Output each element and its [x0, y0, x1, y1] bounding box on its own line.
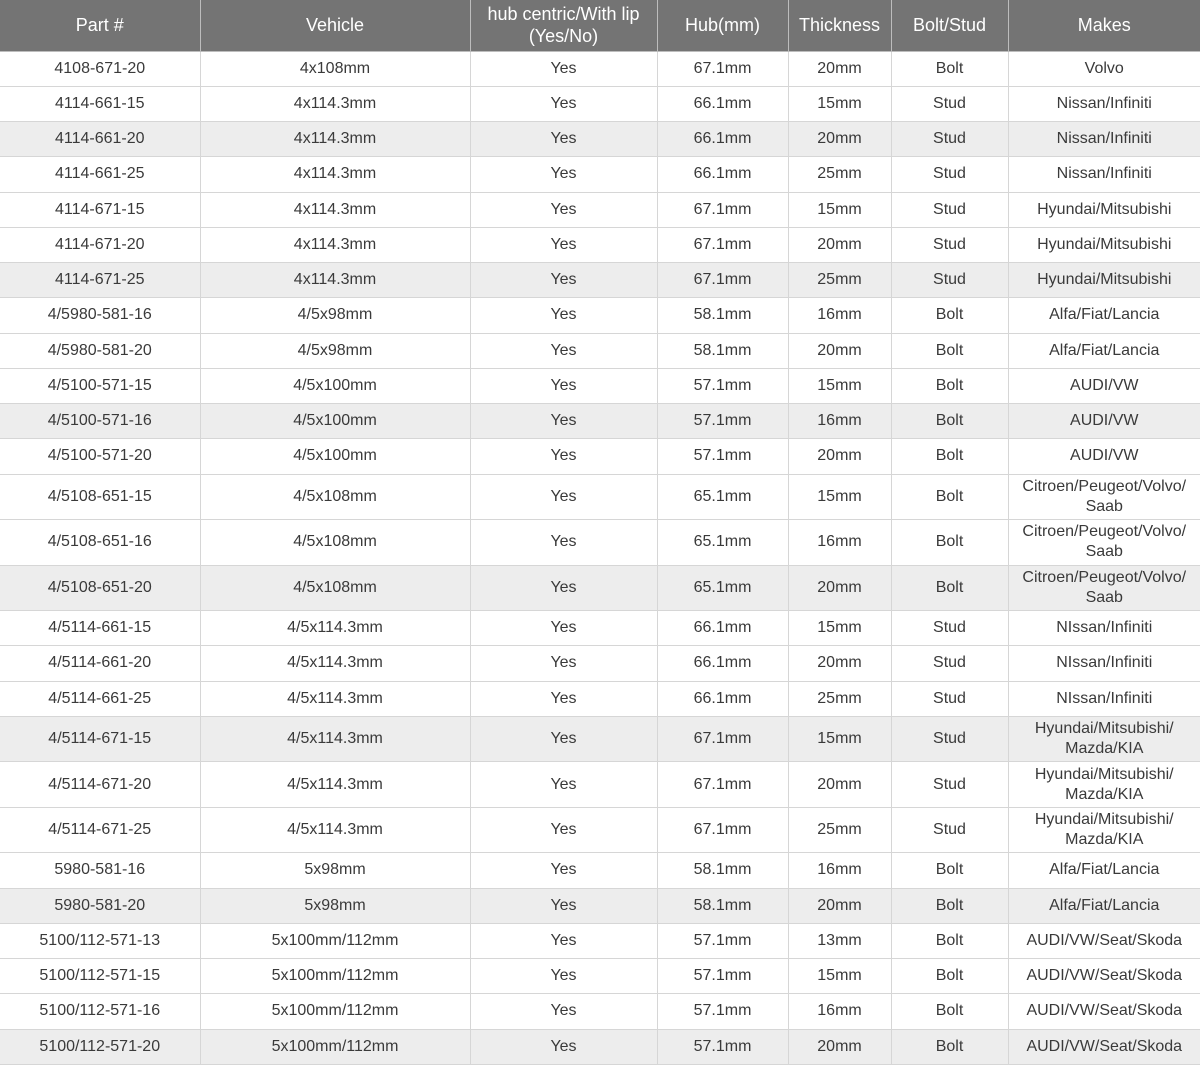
part-number-cell: 5100/112-571-20	[0, 1029, 200, 1064]
hub-centric-cell: Yes	[470, 263, 657, 298]
table-row	[0, 404, 1200, 439]
table-row	[0, 565, 1200, 611]
table-row	[0, 681, 1200, 716]
hub-centric-cell: Yes	[470, 994, 657, 1029]
thickness-cell: 15mm	[788, 368, 891, 403]
hub-centric-cell: Yes	[470, 157, 657, 192]
bolt-stud-cell: Bolt	[891, 368, 1008, 403]
table-row	[0, 192, 1200, 227]
thickness-cell: 25mm	[788, 807, 891, 853]
thickness-cell: 25mm	[788, 263, 891, 298]
bolt-stud-cell: Bolt	[891, 520, 1008, 566]
thickness-cell: 20mm	[788, 439, 891, 474]
hub-centric-cell: Yes	[470, 888, 657, 923]
vehicle-cell: 4x114.3mm	[200, 227, 470, 262]
table-row	[0, 716, 1200, 762]
part-number-cell: 4/5980-581-20	[0, 333, 200, 368]
hub-mm-cell: 58.1mm	[657, 298, 788, 333]
thickness-cell: 15mm	[788, 474, 891, 520]
hub-mm-cell: 67.1mm	[657, 807, 788, 853]
table-row	[0, 959, 1200, 994]
table-row	[0, 994, 1200, 1029]
part-number-cell: 4/5100-571-16	[0, 404, 200, 439]
vehicle-cell: 4/5x100mm	[200, 368, 470, 403]
makes-cell: AUDI/VW/Seat/Skoda	[1008, 994, 1200, 1029]
thickness-cell: 13mm	[788, 923, 891, 958]
vehicle-cell: 4/5x114.3mm	[200, 716, 470, 762]
makes-cell: NIssan/Infiniti	[1008, 681, 1200, 716]
hub-centric-cell: Yes	[470, 716, 657, 762]
hub-centric-cell: Yes	[470, 368, 657, 403]
makes-cell: Citroen/Peugeot/Volvo/ Saab	[1008, 565, 1200, 611]
hub-mm-cell: 57.1mm	[657, 404, 788, 439]
hub-centric-cell: Yes	[470, 681, 657, 716]
hub-mm-cell: 58.1mm	[657, 333, 788, 368]
hub-mm-cell: 66.1mm	[657, 646, 788, 681]
header-makes: Makes	[1008, 0, 1200, 51]
hub-mm-cell: 57.1mm	[657, 994, 788, 1029]
hub-centric-cell: Yes	[470, 959, 657, 994]
bolt-stud-cell: Stud	[891, 192, 1008, 227]
vehicle-cell: 4/5x100mm	[200, 439, 470, 474]
part-number-cell: 5980-581-20	[0, 888, 200, 923]
makes-cell: AUDI/VW	[1008, 439, 1200, 474]
bolt-stud-cell: Stud	[891, 681, 1008, 716]
hub-centric-cell: Yes	[470, 333, 657, 368]
vehicle-cell: 4/5x108mm	[200, 520, 470, 566]
table-row	[0, 368, 1200, 403]
hub-mm-cell: 58.1mm	[657, 853, 788, 888]
bolt-stud-cell: Bolt	[891, 51, 1008, 86]
table-row	[0, 807, 1200, 853]
hub-mm-cell: 66.1mm	[657, 86, 788, 121]
makes-cell: AUDI/VW	[1008, 404, 1200, 439]
vehicle-cell: 4x114.3mm	[200, 157, 470, 192]
bolt-stud-cell: Bolt	[891, 888, 1008, 923]
hub-centric-cell: Yes	[470, 298, 657, 333]
bolt-stud-cell: Bolt	[891, 1029, 1008, 1064]
bolt-stud-cell: Bolt	[891, 959, 1008, 994]
hub-centric-cell: Yes	[470, 565, 657, 611]
hub-mm-cell: 57.1mm	[657, 439, 788, 474]
bolt-stud-cell: Stud	[891, 646, 1008, 681]
hub-centric-cell: Yes	[470, 611, 657, 646]
vehicle-cell: 4x108mm	[200, 51, 470, 86]
part-number-cell: 4/5114-671-20	[0, 762, 200, 808]
makes-cell: Hyundai/Mitsubishi	[1008, 263, 1200, 298]
table-row	[0, 762, 1200, 808]
makes-cell: Nissan/Infiniti	[1008, 157, 1200, 192]
part-number-cell: 4/5114-661-25	[0, 681, 200, 716]
hub-centric-cell: Yes	[470, 122, 657, 157]
hub-centric-cell: Yes	[470, 520, 657, 566]
thickness-cell: 16mm	[788, 853, 891, 888]
hub-mm-cell: 67.1mm	[657, 263, 788, 298]
hub-mm-cell: 57.1mm	[657, 1029, 788, 1064]
part-number-cell: 4114-671-20	[0, 227, 200, 262]
makes-cell: AUDI/VW/Seat/Skoda	[1008, 923, 1200, 958]
makes-cell: Nissan/Infiniti	[1008, 86, 1200, 121]
bolt-stud-cell: Stud	[891, 157, 1008, 192]
vehicle-cell: 4x114.3mm	[200, 263, 470, 298]
header-bolt-stud: Bolt/Stud	[891, 0, 1008, 51]
makes-cell: NIssan/Infiniti	[1008, 646, 1200, 681]
part-number-cell: 4/5114-661-15	[0, 611, 200, 646]
table-row	[0, 263, 1200, 298]
table-row	[0, 227, 1200, 262]
thickness-cell: 16mm	[788, 298, 891, 333]
vehicle-cell: 4x114.3mm	[200, 86, 470, 121]
hub-centric-cell: Yes	[470, 86, 657, 121]
vehicle-cell: 4x114.3mm	[200, 192, 470, 227]
hub-mm-cell: 57.1mm	[657, 959, 788, 994]
makes-cell: Hyundai/Mitsubishi/ Mazda/KIA	[1008, 762, 1200, 808]
hub-centric-cell: Yes	[470, 439, 657, 474]
thickness-cell: 20mm	[788, 565, 891, 611]
makes-cell: Hyundai/Mitsubishi/ Mazda/KIA	[1008, 716, 1200, 762]
bolt-stud-cell: Stud	[891, 227, 1008, 262]
bolt-stud-cell: Bolt	[891, 923, 1008, 958]
table-row	[0, 888, 1200, 923]
hub-mm-cell: 65.1mm	[657, 474, 788, 520]
vehicle-cell: 5x98mm	[200, 853, 470, 888]
bolt-stud-cell: Bolt	[891, 474, 1008, 520]
table-row	[0, 1029, 1200, 1064]
makes-cell: AUDI/VW/Seat/Skoda	[1008, 1029, 1200, 1064]
hub-mm-cell: 65.1mm	[657, 565, 788, 611]
makes-cell: Alfa/Fiat/Lancia	[1008, 853, 1200, 888]
part-number-cell: 5100/112-571-16	[0, 994, 200, 1029]
bolt-stud-cell: Stud	[891, 263, 1008, 298]
bolt-stud-cell: Bolt	[891, 994, 1008, 1029]
makes-cell: Alfa/Fiat/Lancia	[1008, 333, 1200, 368]
hub-mm-cell: 57.1mm	[657, 368, 788, 403]
hub-mm-cell: 58.1mm	[657, 888, 788, 923]
thickness-cell: 15mm	[788, 192, 891, 227]
thickness-cell: 20mm	[788, 888, 891, 923]
vehicle-cell: 4/5x108mm	[200, 565, 470, 611]
table-row	[0, 333, 1200, 368]
bolt-stud-cell: Stud	[891, 86, 1008, 121]
hub-centric-cell: Yes	[470, 192, 657, 227]
part-number-cell: 5100/112-571-15	[0, 959, 200, 994]
part-number-cell: 4/5108-651-20	[0, 565, 200, 611]
part-number-cell: 4114-661-20	[0, 122, 200, 157]
thickness-cell: 20mm	[788, 333, 891, 368]
hub-centric-cell: Yes	[470, 51, 657, 86]
vehicle-cell: 4/5x114.3mm	[200, 611, 470, 646]
hub-mm-cell: 67.1mm	[657, 716, 788, 762]
makes-cell: Hyundai/Mitsubishi	[1008, 192, 1200, 227]
part-number-cell: 4/5100-571-20	[0, 439, 200, 474]
header-hub-mm: Hub(mm)	[657, 0, 788, 51]
hub-centric-cell: Yes	[470, 1029, 657, 1064]
vehicle-cell: 5x100mm/112mm	[200, 1029, 470, 1064]
thickness-cell: 20mm	[788, 1029, 891, 1064]
bolt-stud-cell: Bolt	[891, 298, 1008, 333]
thickness-cell: 15mm	[788, 86, 891, 121]
header-vehicle: Vehicle	[200, 0, 470, 51]
hub-mm-cell: 57.1mm	[657, 923, 788, 958]
makes-cell: Alfa/Fiat/Lancia	[1008, 298, 1200, 333]
hub-mm-cell: 67.1mm	[657, 227, 788, 262]
table-row	[0, 520, 1200, 566]
makes-cell: AUDI/VW	[1008, 368, 1200, 403]
bolt-stud-cell: Stud	[891, 716, 1008, 762]
hub-centric-cell: Yes	[470, 474, 657, 520]
makes-cell: Volvo	[1008, 51, 1200, 86]
part-number-cell: 4/5108-651-15	[0, 474, 200, 520]
part-number-cell: 5980-581-16	[0, 853, 200, 888]
hub-mm-cell: 65.1mm	[657, 520, 788, 566]
part-number-cell: 4108-671-20	[0, 51, 200, 86]
vehicle-cell: 5x100mm/112mm	[200, 923, 470, 958]
header-row	[0, 0, 1200, 51]
vehicle-cell: 4/5x114.3mm	[200, 681, 470, 716]
bolt-stud-cell: Stud	[891, 611, 1008, 646]
vehicle-cell: 5x100mm/112mm	[200, 994, 470, 1029]
table-row	[0, 646, 1200, 681]
header-hub-centric-label: hub centric/With lip (Yes/No)	[487, 4, 640, 47]
part-number-cell: 4/5114-671-25	[0, 807, 200, 853]
part-number-cell: 4114-671-15	[0, 192, 200, 227]
table-row	[0, 439, 1200, 474]
table-row	[0, 298, 1200, 333]
table-row	[0, 611, 1200, 646]
hub-centric-cell: Yes	[470, 853, 657, 888]
hub-mm-cell: 67.1mm	[657, 51, 788, 86]
table-body	[0, 51, 1200, 1064]
table-header	[0, 0, 1200, 51]
makes-cell: Nissan/Infiniti	[1008, 122, 1200, 157]
vehicle-cell: 4/5x108mm	[200, 474, 470, 520]
thickness-cell: 20mm	[788, 51, 891, 86]
bolt-stud-cell: Stud	[891, 122, 1008, 157]
hub-mm-cell: 67.1mm	[657, 762, 788, 808]
bolt-stud-cell: Bolt	[891, 565, 1008, 611]
part-number-cell: 4/5108-651-16	[0, 520, 200, 566]
table-row	[0, 474, 1200, 520]
table-row	[0, 51, 1200, 86]
header-hub-centric	[470, 0, 657, 51]
part-number-cell: 4114-671-25	[0, 263, 200, 298]
makes-cell: Citroen/Peugeot/Volvo/ Saab	[1008, 520, 1200, 566]
makes-cell: NIssan/Infiniti	[1008, 611, 1200, 646]
hub-mm-cell: 66.1mm	[657, 122, 788, 157]
makes-cell: Hyundai/Mitsubishi	[1008, 227, 1200, 262]
makes-cell: AUDI/VW/Seat/Skoda	[1008, 959, 1200, 994]
vehicle-cell: 4x114.3mm	[200, 122, 470, 157]
part-number-cell: 4114-661-15	[0, 86, 200, 121]
hub-mm-cell: 67.1mm	[657, 192, 788, 227]
table-row	[0, 923, 1200, 958]
thickness-cell: 20mm	[788, 122, 891, 157]
table-row	[0, 853, 1200, 888]
thickness-cell: 25mm	[788, 681, 891, 716]
hub-centric-cell: Yes	[470, 762, 657, 808]
hub-centric-cell: Yes	[470, 923, 657, 958]
bolt-stud-cell: Bolt	[891, 333, 1008, 368]
hub-centric-cell: Yes	[470, 227, 657, 262]
thickness-cell: 20mm	[788, 646, 891, 681]
vehicle-cell: 5x100mm/112mm	[200, 959, 470, 994]
part-number-cell: 4114-661-25	[0, 157, 200, 192]
vehicle-cell: 4/5x114.3mm	[200, 762, 470, 808]
thickness-cell: 16mm	[788, 404, 891, 439]
vehicle-cell: 4/5x98mm	[200, 298, 470, 333]
thickness-cell: 15mm	[788, 959, 891, 994]
header-thickness: Thickness	[788, 0, 891, 51]
part-number-cell: 4/5980-581-16	[0, 298, 200, 333]
vehicle-cell: 4/5x114.3mm	[200, 646, 470, 681]
bolt-stud-cell: Bolt	[891, 404, 1008, 439]
makes-cell: Alfa/Fiat/Lancia	[1008, 888, 1200, 923]
thickness-cell: 20mm	[788, 762, 891, 808]
table-row	[0, 157, 1200, 192]
hub-centric-cell: Yes	[470, 646, 657, 681]
hub-mm-cell: 66.1mm	[657, 611, 788, 646]
bolt-stud-cell: Bolt	[891, 439, 1008, 474]
hub-mm-cell: 66.1mm	[657, 157, 788, 192]
thickness-cell: 15mm	[788, 716, 891, 762]
thickness-cell: 16mm	[788, 520, 891, 566]
header-part-number: Part #	[0, 0, 200, 51]
thickness-cell: 25mm	[788, 157, 891, 192]
bolt-stud-cell: Stud	[891, 762, 1008, 808]
bolt-stud-cell: Stud	[891, 807, 1008, 853]
vehicle-cell: 4/5x98mm	[200, 333, 470, 368]
vehicle-cell: 4/5x100mm	[200, 404, 470, 439]
hub-centric-cell: Yes	[470, 404, 657, 439]
hub-centric-cell: Yes	[470, 807, 657, 853]
part-number-cell: 5100/112-571-13	[0, 923, 200, 958]
makes-cell: Citroen/Peugeot/Volvo/ Saab	[1008, 474, 1200, 520]
part-number-cell: 4/5114-671-15	[0, 716, 200, 762]
thickness-cell: 20mm	[788, 227, 891, 262]
makes-cell: Hyundai/Mitsubishi/ Mazda/KIA	[1008, 807, 1200, 853]
table-row	[0, 86, 1200, 121]
bolt-stud-cell: Bolt	[891, 853, 1008, 888]
part-number-cell: 4/5100-571-15	[0, 368, 200, 403]
thickness-cell: 15mm	[788, 611, 891, 646]
thickness-cell: 16mm	[788, 994, 891, 1029]
table-row	[0, 122, 1200, 157]
hub-mm-cell: 66.1mm	[657, 681, 788, 716]
part-number-cell: 4/5114-661-20	[0, 646, 200, 681]
vehicle-cell: 5x98mm	[200, 888, 470, 923]
vehicle-cell: 4/5x114.3mm	[200, 807, 470, 853]
